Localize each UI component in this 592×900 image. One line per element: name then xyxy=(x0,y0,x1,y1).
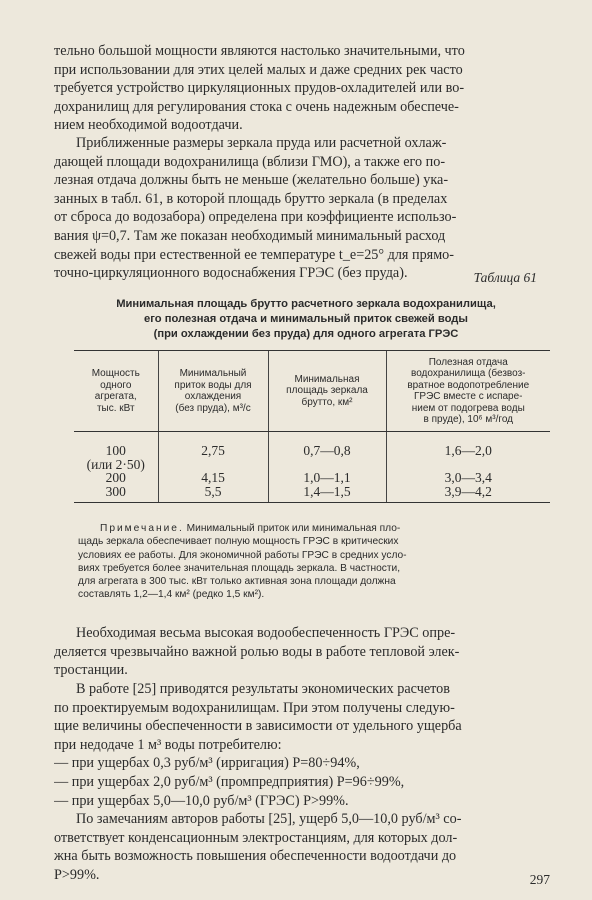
table-row xyxy=(74,471,550,485)
table-cell: 1,4—1,5 xyxy=(268,485,386,503)
table-row xyxy=(74,485,550,503)
paragraph-continuation xyxy=(54,42,554,135)
text-line: По замечаниям авторов работы [25], ущерб 5,0—10,0 руб/м³ со- xyxy=(76,811,462,827)
text-line: Приближенные размеры зеркала пруда или расчетной охлаж- xyxy=(76,135,447,151)
text-line: вания ψ=0,7. Там же показан необходимый минимальный расход xyxy=(54,227,446,244)
table-cell: 1,0—1,1 xyxy=(268,471,386,485)
page-number: 297 xyxy=(529,872,550,887)
table-cell: 4,15 xyxy=(158,471,268,485)
table-cell: 300 xyxy=(74,485,158,503)
text-line: деляется чрезвычайно важной ролью воды в работе тепловой элек- xyxy=(54,643,460,660)
table-cell: 3,0—3,4 xyxy=(386,471,550,485)
text-line: требуется устройство циркуляционных прудов-охладителей или во- xyxy=(54,80,465,97)
text-line: В работе [25] приводятся результаты экономических расчетов xyxy=(76,681,450,697)
header-unit-power: Мощность одного агрегата, тыс. кВт xyxy=(74,351,158,432)
table-cell: 100 xyxy=(105,443,126,458)
paragraph-authors-remarks xyxy=(54,810,554,884)
note-line: условиях ее работы. Для экономичной работы ГРЭС в средних усло- xyxy=(78,549,407,561)
note-line: виях требуется более значительная площадь зеркала. В частности, xyxy=(78,562,401,574)
table-cell: (или 2·50) xyxy=(86,456,145,472)
text-line: точно-циркуляционного водоснабжения ГРЭС (без пруда). xyxy=(54,265,408,282)
text-line: дохранилищ для регулирования стока с очень надежным обеспече- xyxy=(54,98,459,115)
table-header-row xyxy=(74,351,550,432)
table-row xyxy=(74,458,550,472)
table-title-line: (при охлаждении без пруда) для одного агрегата ГРЭС xyxy=(153,328,459,340)
table-cell xyxy=(386,458,550,472)
paragraph-reservoir-sizes xyxy=(54,134,554,283)
table-number: Таблица 61 xyxy=(473,270,537,285)
paragraph-economic-calculations xyxy=(54,680,554,810)
note-line: щадь зеркала обеспечивает полную мощность ГРЭС в критических xyxy=(78,536,399,548)
text-line: щие величины обеспеченности в зависимости от удельного ущерба xyxy=(54,718,462,735)
text-line: по проектируемым водохранилищам. При этом получены следую- xyxy=(54,699,455,716)
text-line: жна быть возможность повышения обеспеченности водоотдачи до xyxy=(54,848,457,865)
text-line: от сброса до водозабора) определена при коэффициенте использо- xyxy=(54,209,457,226)
note-label: Примечание. xyxy=(100,523,184,534)
text-line: нием необходимой водоотдачи. xyxy=(54,117,243,134)
header-useful-yield: Полезная отдача водохранилища (безвоз- вратное водопотребление ГРЭС вместе с испаре- нием от подогрева воды в пруде), 10⁶ м³/год xyxy=(386,351,550,432)
table-note xyxy=(78,522,530,602)
note-line: Примечание. Минимальный приток или минимальная пло- xyxy=(100,523,401,534)
table-cell xyxy=(268,458,386,472)
table-cell: 1,6—2,0 xyxy=(386,432,550,458)
table-row xyxy=(74,432,550,458)
header-min-area: Минимальная площадь зеркала брутто, км² xyxy=(268,351,386,432)
table-cell: 2,75 xyxy=(158,432,268,458)
text-line: Необходимая весьма высокая водообеспеченность ГРЭС опре- xyxy=(76,625,456,641)
text-line: при использовании для этих целей малых и даже средних рек часто xyxy=(54,61,463,78)
table-title-line: Минимальная площадь брутто расчетного зеркала водохранилища, xyxy=(116,298,496,310)
table-title xyxy=(60,297,552,342)
text-line: тельно большой мощности являются настолько значительными, что xyxy=(54,43,465,59)
list-item: — при ущербах 5,0—10,0 руб/м³ (ГРЭС) P>99%. xyxy=(54,792,349,809)
text-line: при недодаче 1 м³ воды потребителю: xyxy=(54,736,282,753)
header-min-inflow: Минимальный приток воды для охлаждения (без пруда), м³/с xyxy=(158,351,268,432)
table-cell: 3,9—4,2 xyxy=(386,485,550,503)
list-item: — при ущербах 0,3 руб/м³ (ирригация) P=80÷94%, xyxy=(54,755,360,772)
table-cell: 0,7—0,8 xyxy=(268,432,386,458)
text-line: тростанции. xyxy=(54,662,128,679)
text-line: P>99%. xyxy=(54,866,100,883)
text-line: свежей воды при естественной ее температуре t_e=25° для прямо- xyxy=(54,246,454,263)
list-item: — при ущербах 2,0 руб/м³ (промпредприятия) P=96÷99%, xyxy=(54,773,405,790)
note-line: для агрегата в 300 тыс. кВт только активная зона площади должна xyxy=(78,576,396,588)
paragraph-water-supply xyxy=(54,624,554,680)
note-line: составлять 1,2—1,4 км² (редко 1,5 км²). xyxy=(78,589,265,601)
data-table xyxy=(74,350,550,503)
text-line: ответствует конденсационным электростанциям, для которых дол- xyxy=(54,829,458,846)
table-cell: 200 xyxy=(105,470,126,485)
text-line: лезная отдача должны быть не меньше (желательно больше) ука- xyxy=(54,172,449,189)
table-title-line: его полезная отдача и минимальный приток свежей воды xyxy=(144,313,468,325)
table-cell xyxy=(158,458,268,472)
table-cell: 5,5 xyxy=(158,485,268,503)
text-line: занных в табл. 61, в которой площадь брутто зеркала (в пределах xyxy=(54,190,448,207)
text-line: дающей площади водохранилища (вблизи ГМО), а также его по- xyxy=(54,153,446,170)
